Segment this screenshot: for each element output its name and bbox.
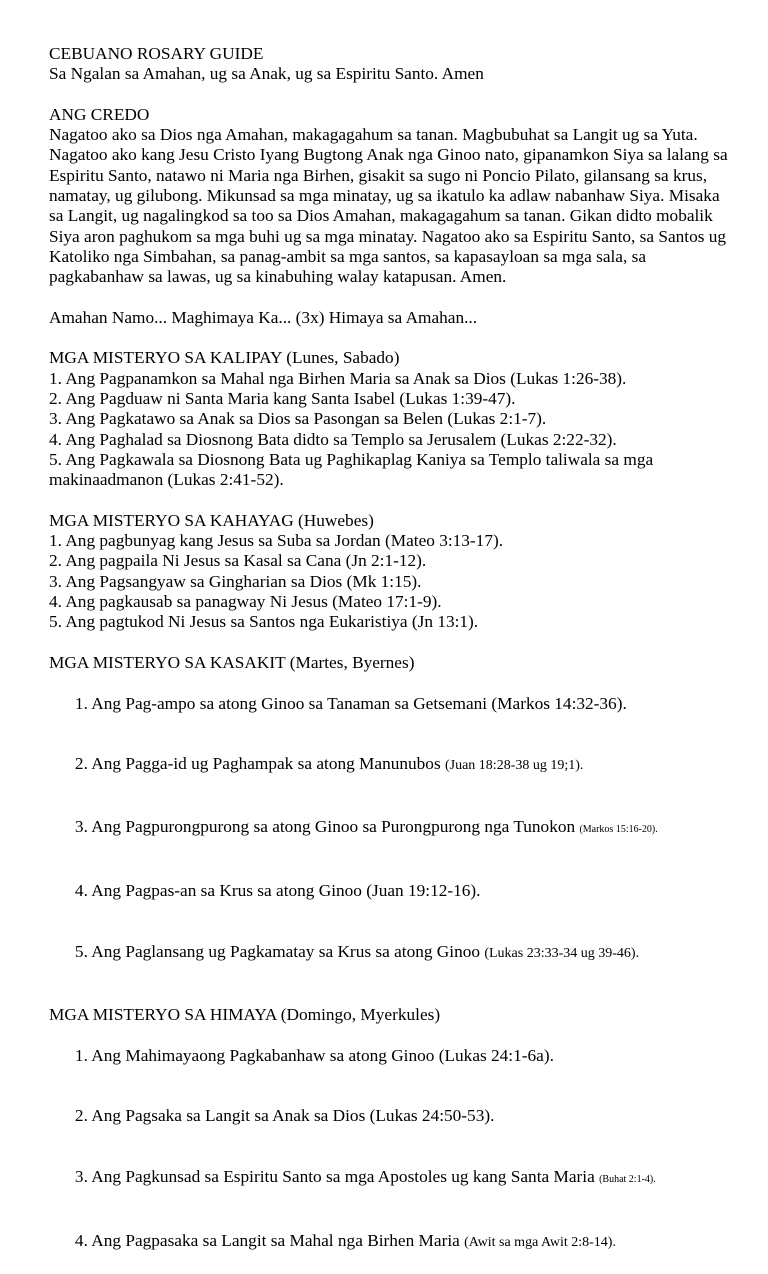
sorrowful-item xyxy=(49,797,729,861)
glorious-item-reference: (Buhat 2:1-4). xyxy=(599,1174,656,1186)
prayers-line: Amahan Namo... Maghimaya Ka... (3x) Himaya sa Amahan... xyxy=(49,307,478,327)
sorrowful-item-reference: (Markos 15:16-20). xyxy=(579,824,658,836)
document-page xyxy=(49,44,729,1274)
luminous-item: 1. Ang pagbunyag kang Jesus sa Suba sa Jordan (Mateo 3:13-17). xyxy=(49,531,504,551)
sorrowful-item-text: 3. Ang Pagpurongpurong sa atong Ginoo sa Purongpurong nga Tunokon xyxy=(74,817,580,837)
spacer xyxy=(49,633,729,653)
credo-heading: ANG CREDO xyxy=(49,104,150,124)
glorious-item-text: 4. Ang Pagpasaka sa Langit sa Mahal nga Birhen Maria xyxy=(74,1231,465,1251)
spacer xyxy=(49,985,729,1005)
glorious-item xyxy=(49,1211,729,1274)
joyful-item: 2. Ang Pagduaw ni Santa Maria kang Santa Isabel (Lukas 1:39-47). xyxy=(49,389,516,409)
glorious-item xyxy=(49,1086,729,1147)
luminous-list xyxy=(49,531,729,632)
sorrowful-heading: MGA MISTERYO SA KASAKIT (Martes, Byernes) xyxy=(49,652,415,672)
sorrowful-item-text: 5. Ang Paglansang ug Pagkamatay sa Krus sa atong Ginoo xyxy=(74,942,485,962)
sorrowful-item-reference: (Lukas 23:33-34 ug 39-46). xyxy=(484,946,640,962)
glorious-item-text: 3. Ang Pagkunsad sa Espiritu Santo sa mga Apostoles ug kang Santa Maria xyxy=(74,1167,600,1187)
sorrowful-item-reference: (Juan 18:28-38 ug 19;1). xyxy=(444,758,584,774)
joyful-item: 3. Ang Pagkatawo sa Anak sa Dios sa Pasongan sa Belen (Lukas 2:1-7). xyxy=(49,409,547,429)
credo-text: Nagatoo ako sa Dios nga Amahan, makagagahum sa tanan. Magbubuhat sa Langit ug sa Yuta. Nagatoo ako kang Jesu Cristo Iyang Bugtong Anak nga Ginoo nato, gipanamkon Siya sa lalang sa Espiritu Santo, natawo ni Maria nga Birhen, gisakit sa sugo ni Poncio Pilato, gilansang sa krus, namatay, ug gilubong. Mikunsad sa mga minatay, ug sa ikatulo ka adlaw nabanhaw Siya. Misaka sa Langit, ug nagalingkod sa too sa Dios Amahan, makagagahum sa tanan. Gikan didto mobalik Siya aron paghukom sa mga buhi ug sa mga minatay. Nagatoo ako sa Espiritu Santo, sa Santos ug Katoliko nga Simbahan, sa panag-ambit sa mga santos, sa kapasayloan sa mga sala, sa pagkabanhaw sa lawas, ug sa kinabuhing walay katapusan. Amen. xyxy=(49,125,728,287)
spacer xyxy=(49,491,729,511)
glorious-heading: MGA MISTERYO SA HIMAYA (Domingo, Myerkules) xyxy=(49,1004,441,1024)
joyful-heading: MGA MISTERYO SA KALIPAY (Lunes, Sabado) xyxy=(49,348,400,368)
luminous-heading: MGA MISTERYO SA KAHAYAG (Huwebes) xyxy=(49,510,374,530)
spacer xyxy=(49,288,729,308)
sorrowful-item xyxy=(49,734,729,797)
glorious-item-reference: (Awit sa mga Awit 2:8-14). xyxy=(464,1235,616,1251)
glorious-list xyxy=(49,1025,729,1274)
document-title: CEBUANO ROSARY GUIDE xyxy=(49,44,264,63)
sorrowful-item-text: 4. Ang Pagpas-an sa Krus sa atong Ginoo (Juan 19:12-16). xyxy=(74,881,481,901)
sorrowful-list xyxy=(49,673,729,984)
sorrowful-item xyxy=(49,673,729,734)
joyful-item: 1. Ang Pagpanamkon sa Mahal nga Birhen Maria sa Anak sa Dios (Lukas 1:26-38). xyxy=(49,368,627,388)
sign-of-cross-line: Sa Ngalan sa Amahan, ug sa Anak, ug sa Espiritu Santo. Amen xyxy=(49,64,484,84)
glorious-item-text: 2. Ang Pagsaka sa Langit sa Anak sa Dios (Lukas 24:50-53). xyxy=(74,1106,495,1126)
luminous-item: 2. Ang pagpaila Ni Jesus sa Kasal sa Cana (Jn 2:1-12). xyxy=(49,551,427,571)
glorious-item-text: 1. Ang Mahimayaong Pagkabanhaw sa atong Ginoo (Lukas 24:1-6a). xyxy=(74,1045,554,1065)
joyful-item: 4. Ang Paghalad sa Diosnong Bata didto sa Templo sa Jerusalem (Lukas 2:22-32). xyxy=(49,429,617,449)
spacer xyxy=(49,328,729,348)
sorrowful-item xyxy=(49,922,729,985)
luminous-item: 4. Ang pagkausab sa panagway Ni Jesus (Mateo 17:1-9). xyxy=(49,592,442,612)
joyful-item: 5. Ang Pagkawala sa Diosnong Bata ug Paghikaplag Kaniya sa Templo taliwala sa mga makinaadmanon (Lukas 2:41-52). xyxy=(49,449,654,490)
spacer xyxy=(49,85,729,105)
sorrowful-item xyxy=(49,861,729,922)
glorious-item xyxy=(49,1025,729,1086)
luminous-item: 5. Ang pagtukod Ni Jesus sa Santos nga Eukaristiya (Jn 13:1). xyxy=(49,612,479,632)
sorrowful-item-text: 2. Ang Pagga-id ug Paghampak sa atong Manunubos xyxy=(74,754,445,774)
luminous-item: 3. Ang Pagsangyaw sa Gingharian sa Dios (Mk 1:15). xyxy=(49,571,422,591)
sorrowful-item-text: 1. Ang Pag-ampo sa atong Ginoo sa Tanaman sa Getsemani (Markos 14:32-36). xyxy=(74,693,627,713)
glorious-item xyxy=(49,1147,729,1211)
joyful-list xyxy=(49,369,729,491)
